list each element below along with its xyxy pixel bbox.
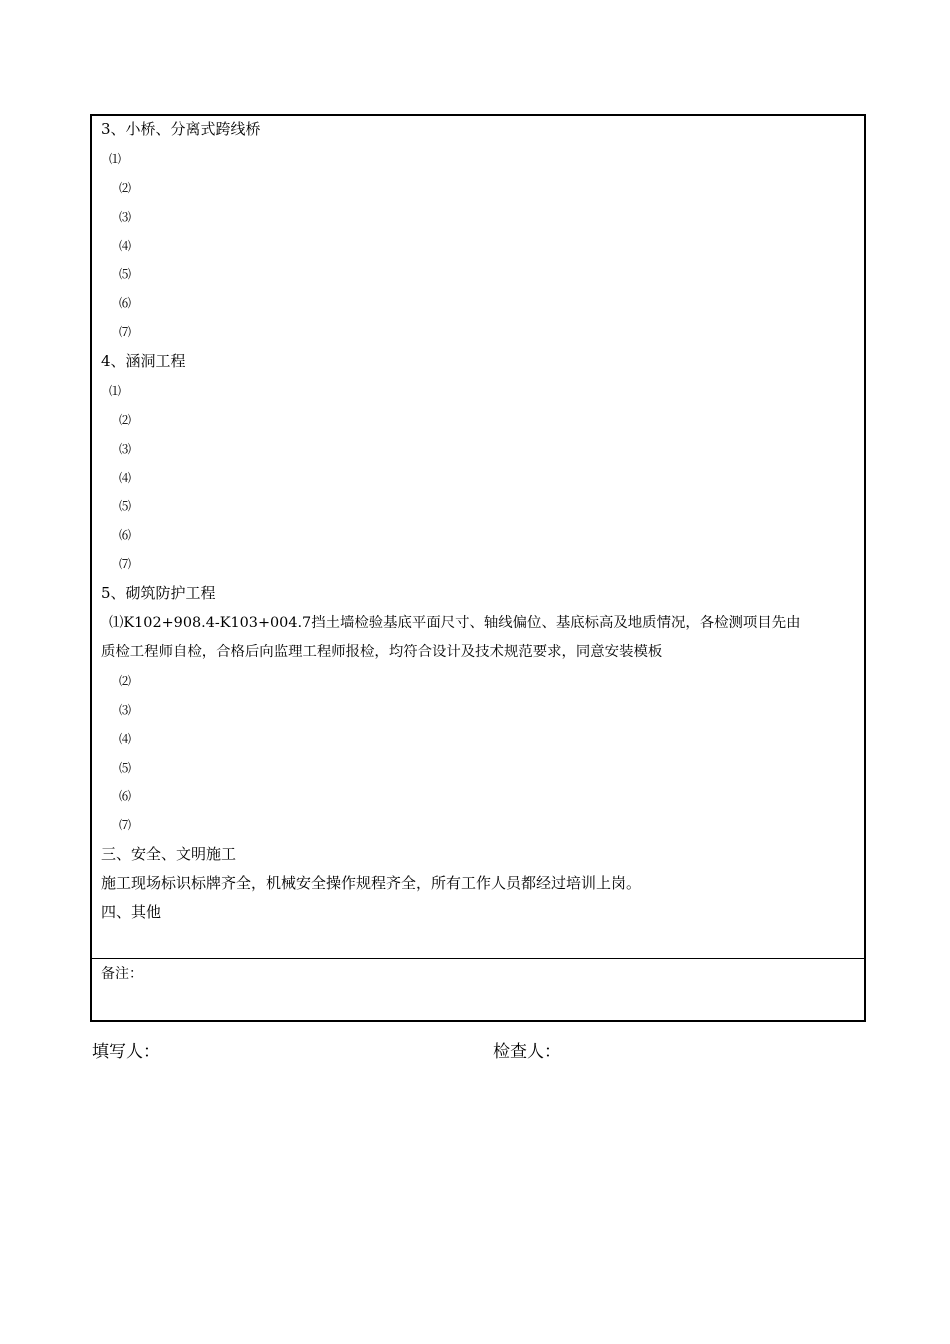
bridges-item-4: ⑷ — [119, 239, 132, 253]
bridges-item-7: ⑺ — [119, 325, 132, 339]
culverts-item-4: ⑷ — [119, 471, 132, 485]
masonry-item-5: ⑸ — [119, 761, 132, 775]
checker-label: 检查人： — [493, 1042, 561, 1062]
filler-label: 填写人： — [92, 1042, 160, 1062]
culverts-item-1: ⑴ — [109, 384, 122, 398]
section-other-title: 四、其他 — [101, 903, 162, 921]
masonry-item-2: ⑵ — [119, 674, 132, 688]
masonry-item-4: ⑷ — [119, 732, 132, 746]
bridges-item-5: ⑸ — [119, 267, 132, 281]
bridges-item-2: ⑵ — [119, 181, 132, 195]
masonry-item-7: ⑺ — [119, 818, 132, 832]
section-safety-title: 三、安全、文明施工 — [101, 845, 237, 863]
masonry-item-1-line-2: 质检工程师自检，合格后向监理工程师报检，均符合设计及技术规范要求，同意安装模板 — [101, 644, 663, 660]
safety-text: 施工现场标识标牌齐全，机械安全操作规程齐全，所有工作人员都经过培训上岗。 — [101, 874, 642, 892]
culverts-item-3: ⑶ — [119, 442, 132, 456]
inspection-form — [90, 114, 866, 1022]
section-culverts-title: 4、涵洞工程 — [101, 352, 186, 370]
culverts-item-5: ⑸ — [119, 499, 132, 513]
culverts-item-6: ⑹ — [119, 528, 132, 542]
section-masonry-title: 5、砌筑防护工程 — [101, 584, 216, 602]
masonry-item-6: ⑹ — [119, 789, 132, 803]
form-content — [92, 116, 864, 959]
culverts-item-2: ⑵ — [119, 413, 132, 427]
bridges-item-6: ⑹ — [119, 296, 132, 310]
section-bridges-title: 3、小桥、分离式跨线桥 — [101, 120, 261, 138]
masonry-item-1-line-1: ⑴K102+908.4-K103+004.7挡土墙检验基底平面尺寸、轴线偏位、基底标高及地质情况，各检测项目先由 — [109, 615, 801, 631]
bridges-item-1: ⑴ — [109, 152, 122, 166]
masonry-item-3: ⑶ — [119, 703, 132, 717]
remarks-label: 备注： — [101, 966, 143, 982]
culverts-item-7: ⑺ — [119, 557, 132, 571]
bridges-item-3: ⑶ — [119, 210, 132, 224]
